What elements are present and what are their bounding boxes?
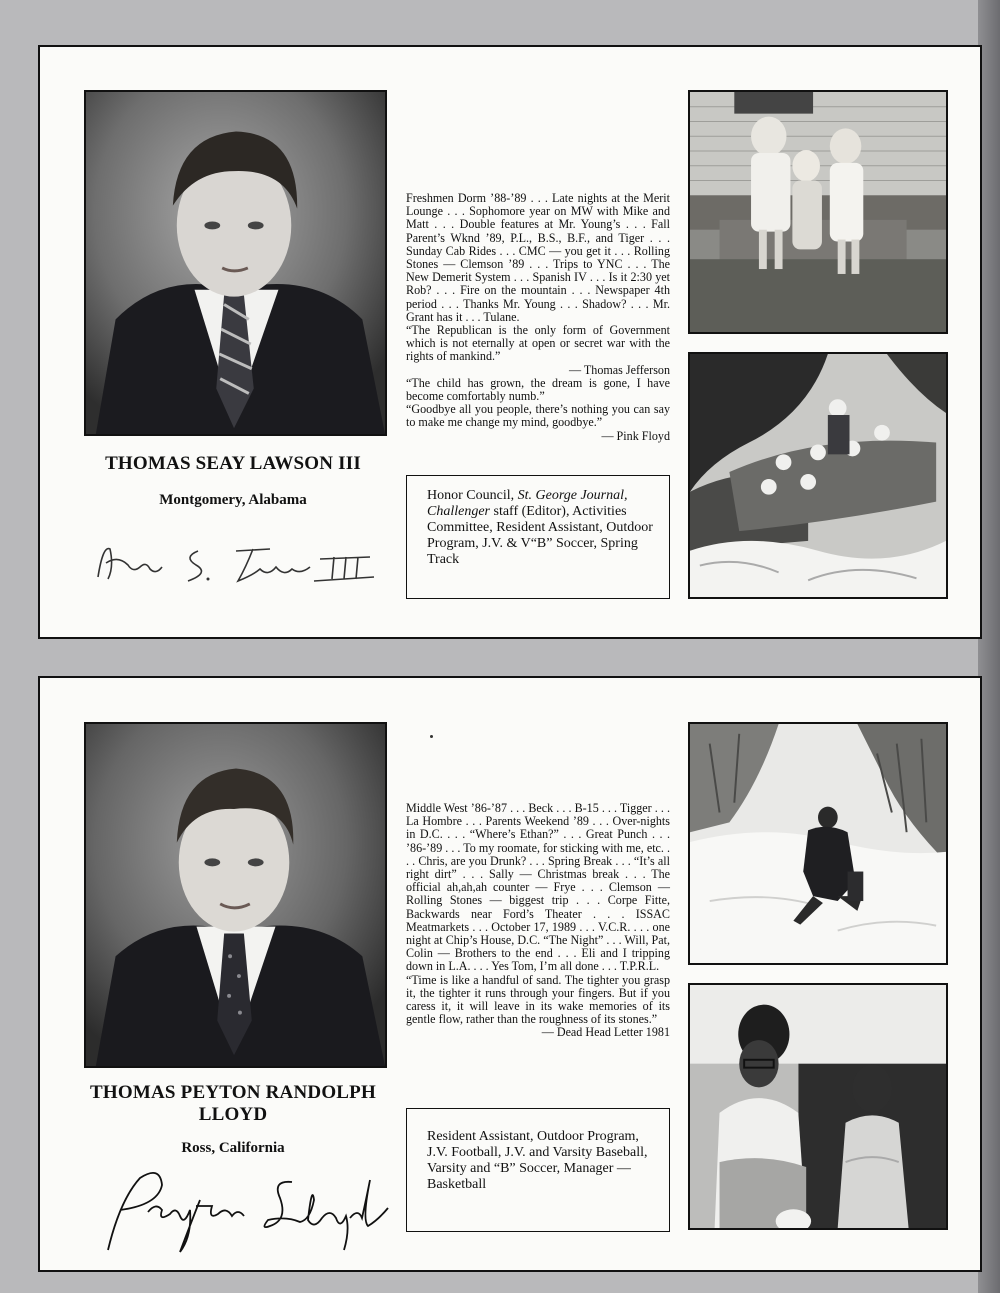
senior-panel-lawson [38, 45, 982, 639]
bio-quote: “Goodbye all you people, there’s nothing you can say to make me change my mind, goodbye.” [406, 402, 670, 430]
senior-portrait-photo [84, 90, 387, 436]
quote-attribution: — Dead Head Letter 1981 [541, 1025, 670, 1040]
rafting-photo [688, 352, 948, 599]
activities-text: Resident Assistant, Outdoor Program, J.V. Football, J.V. and Varsity Baseball, Varsity and “B” Soccer, Manager — Basketball [427, 1129, 648, 1192]
senior-name: THOMAS PEYTON RANDOLPH LLOYD [90, 1082, 376, 1125]
signature-image [88, 537, 388, 589]
activities-italic: Challenger [427, 504, 490, 519]
print-speck [430, 735, 433, 738]
bio-quote: “The child has grown, the dream is gone, I have become comfortably numb.” [406, 375, 670, 404]
quote-attribution: — Thomas Jefferson [569, 362, 670, 377]
activities-italic: St. George Journal, [517, 488, 628, 503]
activities-box [406, 1108, 670, 1232]
quote-attribution: — Pink Floyd [601, 428, 670, 443]
bio-memories: Middle West ’86-’87 . . . Beck . . . B-15 . . . Tigger . . . La Hombre . . . Parents Weekend ’89 . . . Over-nights in D.C. . . . “Where’s Ethan?” . . . Great Punch . . . ’86-’89 . . . To my roomate, for sticking with me, etc. . . . Chris, are you Drunk? . . . Spring Break . . . “It’s all right dirt” . . . Sally — Christmas break . . . The official ah,ah,ah counter — Frye . . . Clemson — Rolling Stones — biggest trip . . . Corpe Fitte, Backwards near Ford’s Theater . . . ISSAC Meatmarkets . . . October 17, 1989 . . . V.C.R. . . . one night at Chip’s House, D.C. “The Night” . . . Will, Pat, Colin — Brothers to the end . . . Eli and I tripping down in L.A. . . . Yes Tom, I’m all done . . . T.P.R.L. [406, 801, 670, 974]
senior-bio [406, 192, 670, 443]
senior-hometown: Montgomery, Alabama [159, 492, 307, 508]
senior-panel-lloyd [38, 676, 982, 1272]
activities-text: Honor Council, [427, 488, 518, 503]
activities-box [406, 475, 670, 599]
family-photo [688, 983, 948, 1230]
bio-memories: Freshmen Dorm ’88-’89 . . . Late nights at the Merit Lounge . . . Sophomore year on MW with Mike and Matt . . . Double features at Mr. Young’s . . . Fall Parent’s Wknd ’89, P.L., B.S., B.F., and Tiger . . . Sunday Cab Rides . . . CMC — you get it . . . Rolling Stones — Clemson ’89 . . . Trips to YNC . . . The New Demerit System . . . Spanish IV . . . Is it 2:30 yet Rob? . . . Fire on the mountain . . . Newspaper 4th period . . . Thanks Mr. Young . . . Shadow? . . . Mr. Grant has it . . . Tulane. [406, 191, 670, 324]
senior-name: THOMAS SEAY LAWSON III [105, 453, 361, 474]
signature-image [100, 1160, 390, 1256]
snow-photo [688, 722, 948, 965]
senior-hometown: Ross, California [181, 1140, 285, 1156]
childhood-photo [688, 90, 948, 334]
activities-text: staff (Editor), Activities Committee, Resident Assistant, Outdoor Program, J.V. & V“B” Soccer, Spring Track [427, 504, 653, 567]
bio-quote: “The Republican is the only form of Government which is not eternally at open or secret war with the rights of mankind.” [406, 323, 670, 364]
senior-bio [406, 802, 670, 1040]
senior-portrait-photo [84, 722, 387, 1068]
bio-quote: “Time is like a handful of sand. The tighter you grasp it, the tighter it runs through your fingers. But if you caress it, it will leave in its wake memories of its gentle flow, rather than the roughness of its stones.” [406, 972, 670, 1027]
